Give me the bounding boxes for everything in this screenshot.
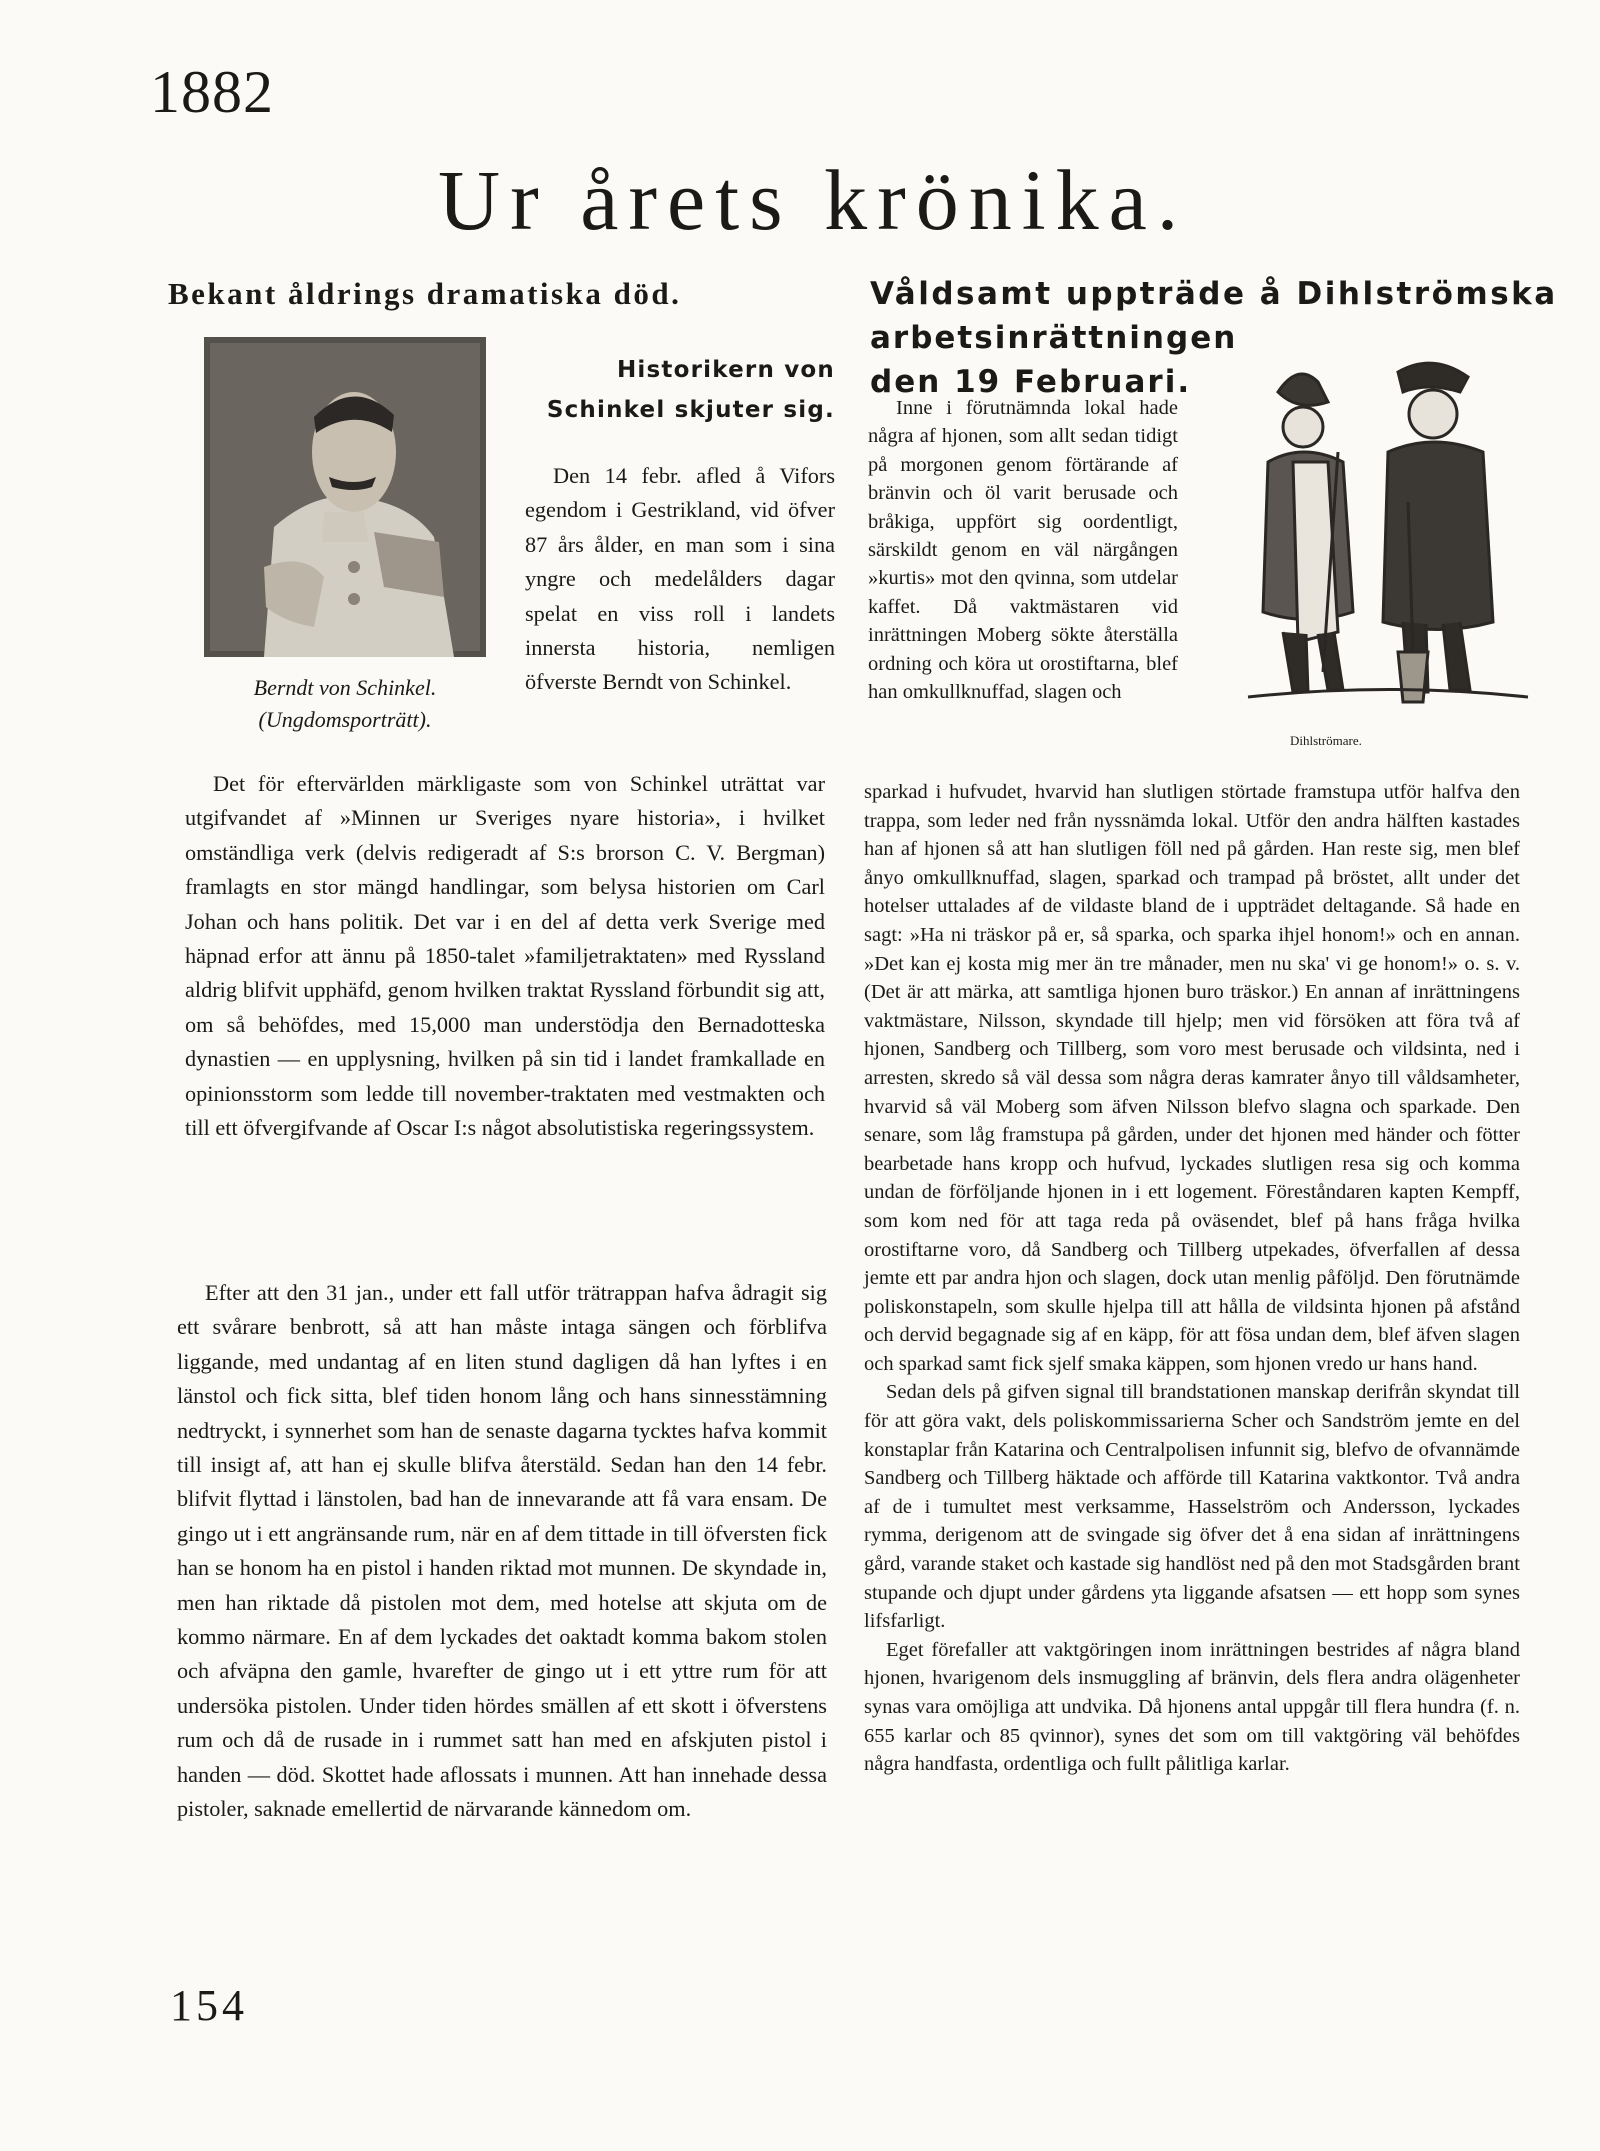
- right-headline-line-3: den 19 Februari.: [870, 364, 1192, 400]
- portrait-caption-note: (Ungdomsporträtt).: [258, 707, 432, 732]
- portrait-caption-name: Berndt von Schinkel.: [253, 675, 437, 700]
- workers-illustration: [1238, 352, 1536, 716]
- page-title: Ur årets krönika.: [438, 152, 1189, 248]
- left-paragraph-3: Efter att den 31 jan., under ett fall utför trätrappan hafva ådragit sig ett svårare benbrott, så att han måste intaga sängen och förblifva liggande, med undantag af en liten stund dagligen då han lyftes i en länstol och fick sitta, blef tiden honom lång och hans sinnesstämning nedtryckt, i synnerhet som han de senaste dagarna tycktes hafva kommit till insigt af, att han ej skulle blifva återstäld. Sedan han den 14 febr. blifvit flyttad i länstolen, bad han de innevarande att få vara ensam. De gingo ut i ett angränsande rum, när en af dem tittade in till öfversten fick han se honom ha en pistol i handen riktad mot munnen. De skyndade in, men han riktade då pistolen mot dem, med hotelse att skjuta om de kommo närmare. En af dem lyckades det oaktadt komma bakom stolen och afväpna den gamle, hvarefter de gingo ut i ett yttre rum för att undersöka pistolen. Under tiden hördes smällen af ett skott i öfverstens rum och då de rusade in i rummet satt han med en afskjuten pistol i handen — död. Skottet hade aflossats i munnen. Att han innehade dessa pistoler, saknade emellertid de närvarande kännedom om.: [177, 1280, 827, 1822]
- left-paragraph-1: Den 14 febr. afled å Vifors egendom i Gestrikland, vid öfver 87 års ålder, en man som i sina yngre och medelålders dagar spelat en viss roll i landets innersta historia, nemligen öfverste Berndt von Schinkel.: [525, 463, 835, 695]
- left-article-headline: Bekant åldrings dramatiska död.: [168, 276, 682, 311]
- right-headline-line-1: Våldsamt uppträde å Dihlströmska: [870, 276, 1558, 312]
- illustration-caption: Dihlströmare.: [1290, 733, 1362, 748]
- right-paragraph-2: Sedan dels på gifven signal till brandstationen manskap derifrån skyndat till för att göra vakt, dels poliskommissarierna Scher och Sandström jemte en del konstaplar från Katarina och Centralpolisen infunnit sig, blefvo de ofvannämde Sandberg och Tillberg häktade och afförde till Katarina vaktkontor. Två andra af de i tumultet mest verksamme, Hasselström och Andersson, lyckades rymma, derigenom att de svingade sig öfver det å ena sidan af inrättningens gård, varande staket och kastade sig handlöst ned på den mot Stadsgården brant stupande och djupt under gårdens yta liggande afsatsen — ett hopp som synes lifsfarligt.: [864, 1381, 1520, 1633]
- portrait-caption: [190, 672, 500, 736]
- right-intro-paragraph: Inne i förutnämnda lokal hade några af hjonen, som allt sedan tidigt på morgonen genom förtärande af bränvin och öl varit berusade och bråkiga, uppfört sig oordentligt, särskildt genom en väl närgången »kurtis» mot den qvinna, som utdelar kaffet. Då vaktmästaren vid inrättningen Moberg sökte återställa ordning och köra ut orostiftarna, blef han omkullknuffad, slagen och: [868, 397, 1178, 704]
- page-year: 1882: [150, 59, 274, 125]
- right-paragraph-1: sparkad i hufvudet, hvarvid han slutligen störtade framstupa utför halfva den trappa, som leder ned från nyssnämda lokal. Utför den andra hälften kastades han af hjonen så att han slutligen föll ned på gården. Han reste sig, men blef ånyo omkullknuffad, slagen, sparkad och trampad på bröstet, allt under det hotelser uttalades af de vildaste bland de i uppträdet deltagande. Så hade en sagt: »Ha ni träskor på er, så sparka, och sparka ihjel honom!» och en annan. »Det kan ej kosta mig mer än tre månader, men nu ska' vi ge honom!» o. s. v. (Det är att märka, att samtliga hjonen buro träskor.) En annan af inrättningens vaktmästare, Nilsson, skyndade till hjelp; men vid försöken att föra två af hjonen, Sandberg och Tillberg, som voro mest berusade och vildsinta, ned i arresten, skredo så väl dessa som några deras kamrater ånyo till våldsamheter, hvarvid så väl Moberg som äfven Nilsson blefvo slagna och sparkade. Den senare, som låg framstupa på gården, under det hjonen med händer och fötter bearbetade hans kropp och hufvud, lyckades slutligen resa sig och komma undan de förföljande hjonen in i ett logement. Föreståndaren kapten Kempff, som kom ned för att taga reda på oväsendet, blef på hans fråga hvilka orostiftarne voro, då Sandberg och Tillberg utpekades, öfverfallen af dessa jemte ett par andra hjon och slagen, dock utan menlig påföljd. Den förutnämde poliskonstapeln, som skulle hjelpa till att hålla de vildsinta hjonen på afstånd och dervid begagnade sig af en käpp, för att fösa undan dem, blef äfven slagen och sparkad samt fick sjelf smaka käppen, som hjonen vredo ur hans hand.: [864, 781, 1520, 1375]
- right-paragraph-3: Eget förefaller att vaktgöringen inom inrättningen bestrides af några bland hjonen, hvarigenom dels insmuggling af bränvin, dels flera andra olägenheter synas vara omöjliga att undvika. Då hjonens antal uppgår till flera hundra (f. n. 655 karlar och 85 qvinnor), synes det som om till vaktgöring väl behöfdes några handfasta, ordentliga och fullt pålitliga karlar.: [864, 1638, 1520, 1776]
- portrait-image: [204, 337, 486, 657]
- page-number: 154: [170, 1981, 248, 2030]
- left-article-subheadline: Historikern von Schinkel skjuter sig.: [546, 357, 835, 423]
- left-paragraph-2: Det för eftervärlden märkligaste som von Schinkel uträttat var utgifvandet af »Minnen ur Sveriges nyare historia», i hvilket omständliga verk (delvis redigeradt af S:s brorson C. V. Bergman) framlagts en stor mängd handlingar, som belysa historien om Carl Johan och hans politik. Det var i en del af detta verk Sverige med häpnad erfor att ännu på 1850-talet »familjetraktaten» med Ryssland aldrig blifvit upphäfd, genom hvilken traktat Ryssland förbundit sig att, om så behöfdes, med 15,000 man understödja den Bernadotteska dynastien — en upplysning, hvilken på sin tid i landet framkallade en opinionsstorm som ledde till november-traktaten med vestmakten och till ett öfvergifvande af Oscar I:s något absolutistiska regeringssystem.: [185, 771, 825, 1141]
- right-article-body: [864, 778, 1520, 1779]
- right-headline-line-2: arbetsinrättningen: [870, 320, 1238, 356]
